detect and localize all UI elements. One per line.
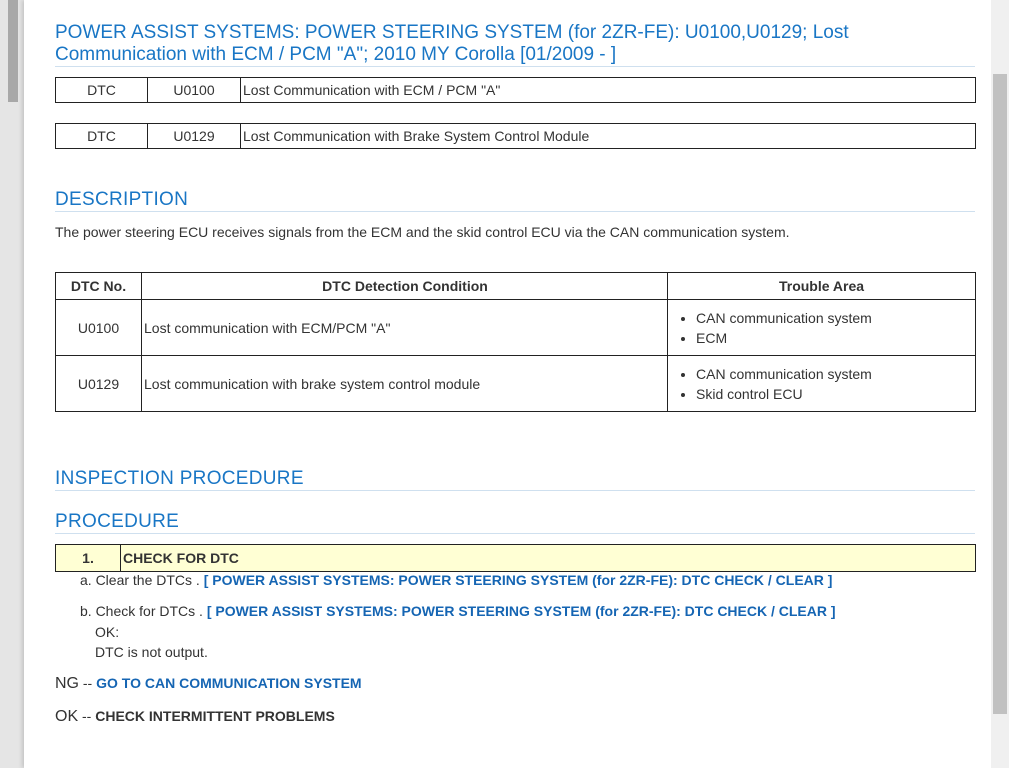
column-header-trouble-area: Trouble Area	[668, 273, 976, 300]
list-item: • CAN communication system	[696, 364, 974, 384]
substep-a	[80, 572, 832, 588]
ng-code: NG	[55, 675, 79, 692]
dtc-label: DTC	[56, 124, 148, 149]
intermittent-problems-text: CHECK INTERMITTENT PROBLEMS	[95, 708, 335, 724]
document-content	[24, 0, 991, 768]
step-title: CHECK FOR DTC	[121, 545, 976, 572]
table-row	[56, 356, 976, 412]
result-ok	[55, 708, 335, 726]
left-scroll-gutter	[0, 0, 24, 768]
column-header-dtc-no: DTC No.	[56, 273, 142, 300]
step-header	[55, 544, 976, 572]
ok-criteria-text: DTC is not output.	[95, 644, 208, 660]
row-trouble-area	[668, 300, 976, 356]
substep-b-text: b. Check for DTCs .	[80, 603, 207, 619]
description-divider	[55, 211, 975, 212]
table-row	[56, 78, 976, 103]
list-item: • CAN communication system	[696, 308, 974, 328]
ok-label: OK:	[95, 624, 120, 640]
step-number: 1.	[56, 545, 121, 572]
row-condition: Lost communication with ECM/PCM "A"	[142, 300, 668, 356]
title-divider	[55, 66, 975, 67]
dtc-check-clear-link[interactable]: [ POWER ASSIST SYSTEMS: POWER STEERING SYSTEM (for 2ZR-FE): DTC CHECK / CLEAR ]	[203, 572, 833, 588]
list-item: • Skid control ECU	[696, 384, 974, 404]
dtc-table-u0100	[55, 77, 976, 103]
right-scrollbar-thumb[interactable]	[993, 74, 1007, 714]
row-dtc-code: U0129	[56, 356, 142, 412]
dtc-description: Lost Communication with Brake System Control Module	[241, 124, 976, 149]
page-title: POWER ASSIST SYSTEMS: POWER STEERING SYSTEM (for 2ZR-FE): U0100,U0129; Lost Communication with ECM / PCM "A"; 2010 MY Corolla [01/2009 - ]	[55, 22, 849, 65]
description-text: The power steering ECU receives signals from the ECM and the skid control ECU via the CAN communication system.	[55, 224, 790, 240]
table-row	[56, 300, 976, 356]
dtc-code: U0129	[148, 124, 241, 149]
row-dtc-code: U0100	[56, 300, 142, 356]
substep-a-text: a. Clear the DTCs .	[80, 572, 204, 588]
table-row	[56, 124, 976, 149]
detection-condition-table	[55, 272, 976, 412]
procedure-heading: PROCEDURE	[55, 511, 180, 532]
list-item: • ECM	[696, 328, 974, 348]
table-header-row	[56, 273, 976, 300]
inspection-procedure-heading: INSPECTION PROCEDURE	[55, 468, 304, 489]
table-row	[56, 545, 976, 572]
dtc-table-u0129	[55, 123, 976, 149]
ok-separator: --	[78, 708, 96, 724]
column-header-detection-condition: DTC Detection Condition	[142, 273, 668, 300]
ng-separator: --	[79, 675, 97, 691]
substep-b	[80, 603, 836, 619]
dtc-description: Lost Communication with ECM / PCM "A"	[241, 78, 976, 103]
result-ng	[55, 675, 362, 693]
row-trouble-area	[668, 356, 976, 412]
ok-code: OK	[55, 708, 79, 725]
dtc-label: DTC	[56, 78, 148, 103]
can-communication-link[interactable]: GO TO CAN COMMUNICATION SYSTEM	[96, 675, 362, 691]
inspection-divider	[55, 490, 975, 491]
procedure-divider	[55, 533, 975, 534]
row-condition: Lost communication with brake system control module	[142, 356, 668, 412]
description-heading: DESCRIPTION	[55, 189, 189, 210]
dtc-check-clear-link[interactable]: [ POWER ASSIST SYSTEMS: POWER STEERING SYSTEM (for 2ZR-FE): DTC CHECK / CLEAR ]	[206, 603, 836, 619]
left-scrollbar-thumb[interactable]	[8, 0, 18, 102]
dtc-code: U0100	[148, 78, 241, 103]
